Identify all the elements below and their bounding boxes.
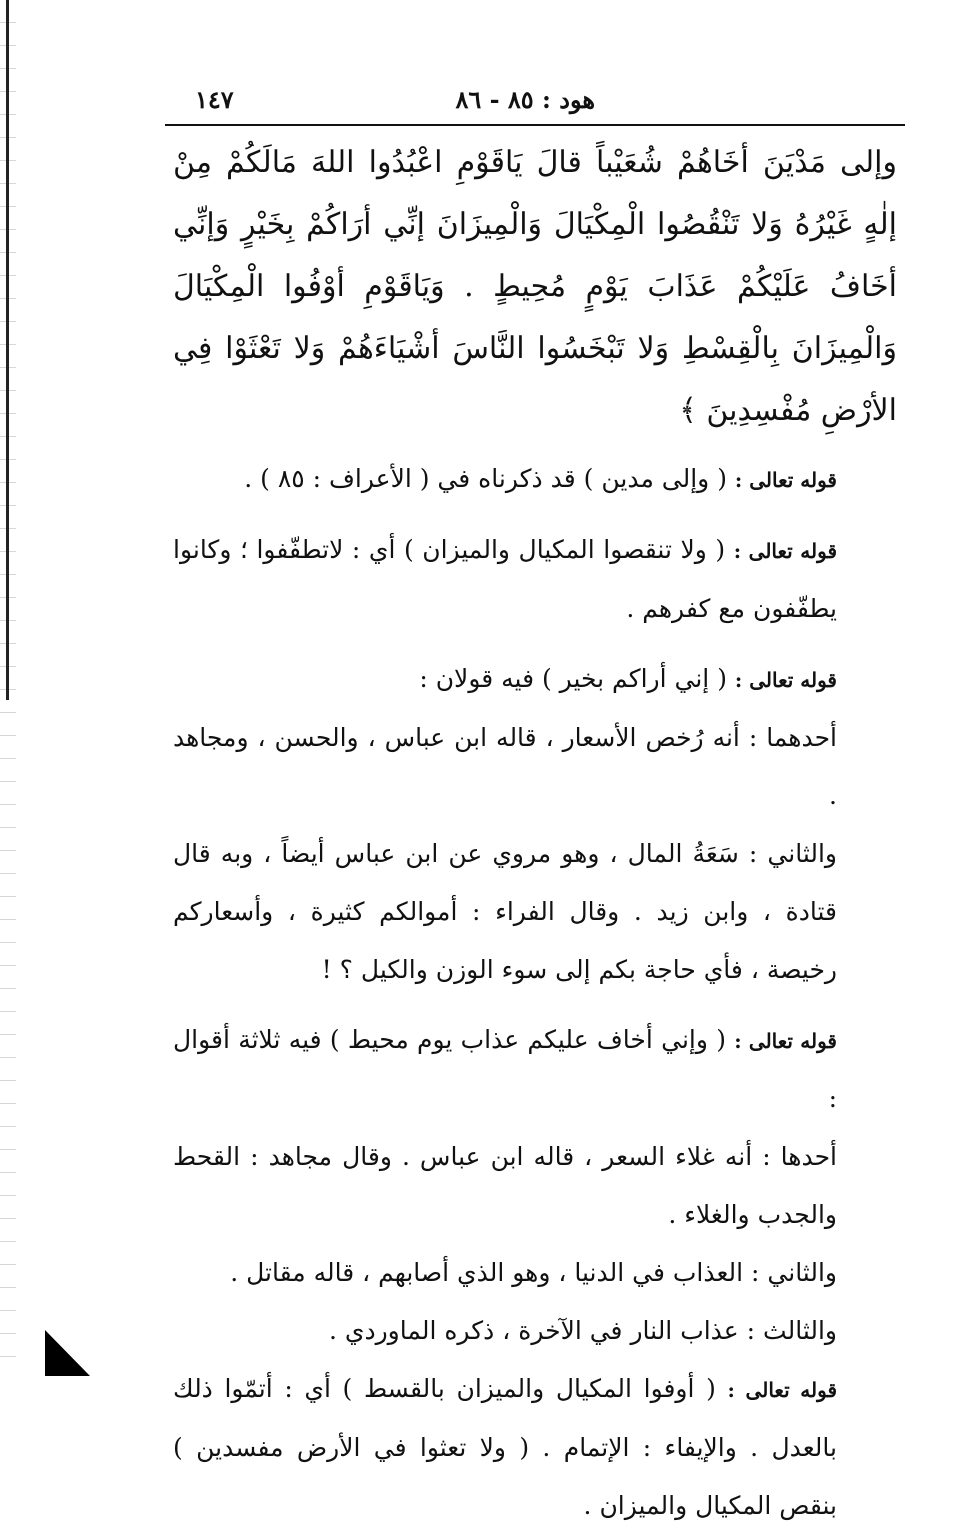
paragraph-lead: قوله تعالى :: [734, 668, 837, 692]
paragraph-text: والثاني : العذاب في الدنيا ، وهو الذي أصابهم ، قاله مقاتل .: [230, 1258, 837, 1287]
quran-verse-block: وإلى مَدْيَنَ أخَاهُمْ شُعَيْباً قالَ يَاقَوْمِ اعْبُدُوا اللهَ مَالَكُمْ مِنْ إلٰهٍ غَيْرُهُ وَلا تَنْقُصُوا الْمِكْيَالَ وَالْمِيزَانَ إنِّي أرَاكُمْ بِخَيْرٍ وَإنِّي أخَافُ عَلَيْكُمْ عَذَابَ يَوْمٍ مُحِيطٍ . وَيَاقَوْمِ أوْفُوا الْمِكْيَالَ وَالْمِيزَانَ بِالْقِسْطِ وَلا تَبْخَسُوا النَّاسَ أشْيَاءَهُمْ وَلا تَعْثَوْا فِي الأرْضِ مُفْسِدِينَ ﴾: [173, 145, 897, 428]
paragraph-text: ( وإلى مدين ) قد ذكرناه في ( الأعراف : ٨٥ ) .: [244, 464, 727, 493]
page-header: [165, 80, 905, 126]
paragraph-text: أحدها : أنه غلاء السعر ، قاله ابن عباس . وقال مجاهد : القحط والجدب والغلاء .: [173, 1142, 838, 1229]
paragraph-lead: قوله تعالى :: [727, 1378, 837, 1402]
paragraph-text: ( وإني أخاف عليكم عذاب يوم محيط ) فيه ثلاثة أقوال :: [173, 1025, 837, 1113]
paragraph-text: ( أوفوا المكيال والميزان بالقسط ) أي : أتمّوا ذلك بالعدل . والإيفاء : الإتمام . ( ولا تعثوا في الأرض مفسدين ) بنقص المكيال والميزان .: [173, 1374, 837, 1520]
commentary-paragraph: [173, 450, 897, 509]
commentary-paragraph: [173, 1011, 897, 1128]
corner-triangle-mark: [45, 1330, 90, 1376]
paragraph-text: أحدهما : أنه رُخص الأسعار ، قاله ابن عباس ، والحسن ، ومجاهد .: [173, 723, 837, 810]
paragraph-text: والثالث : عذاب النار في الآخرة ، ذكره الماوردي .: [329, 1316, 837, 1345]
paragraph-lead: قوله تعالى :: [734, 1029, 837, 1053]
commentary: [165, 442, 905, 1535]
commentary-paragraph: [173, 1244, 897, 1302]
scan-edge-line: [6, 0, 9, 700]
paragraph-lead: قوله تعالى :: [733, 539, 838, 563]
commentary-paragraph: [173, 1128, 897, 1244]
commentary-paragraph: [173, 521, 897, 638]
paragraph-text: والثاني : سَعَةُ المال ، وهو مروي عن ابن عباس أيضاً ، وبه قال قتادة ، وابن زيد . وقال الفراء : أموالكم كثيرة ، وأسعاركم رخيصة ، فأي حاجة بكم إلى سوء الوزن والكيل ؟ !: [173, 839, 837, 984]
commentary-paragraph: [173, 709, 897, 825]
paragraph-text: ( ولا تنقصوا المكيال والميزان ) أي : لاتطفّفوا ؛ وكانوا يطفّفون مع كفرهم .: [173, 535, 837, 623]
surah-title: هود : ٨٥ - ٨٦: [455, 85, 595, 114]
paragraph-text: ( إني أراكم بخير ) فيه قولان :: [419, 664, 727, 693]
page: [165, 80, 905, 1535]
commentary-paragraph: [173, 1302, 897, 1360]
paragraph-lead: قوله تعالى :: [734, 468, 837, 492]
commentary-paragraph: [173, 650, 897, 709]
commentary-paragraph: [173, 1360, 897, 1535]
commentary-paragraph: [173, 825, 897, 999]
page-number: ١٤٧: [195, 85, 234, 114]
